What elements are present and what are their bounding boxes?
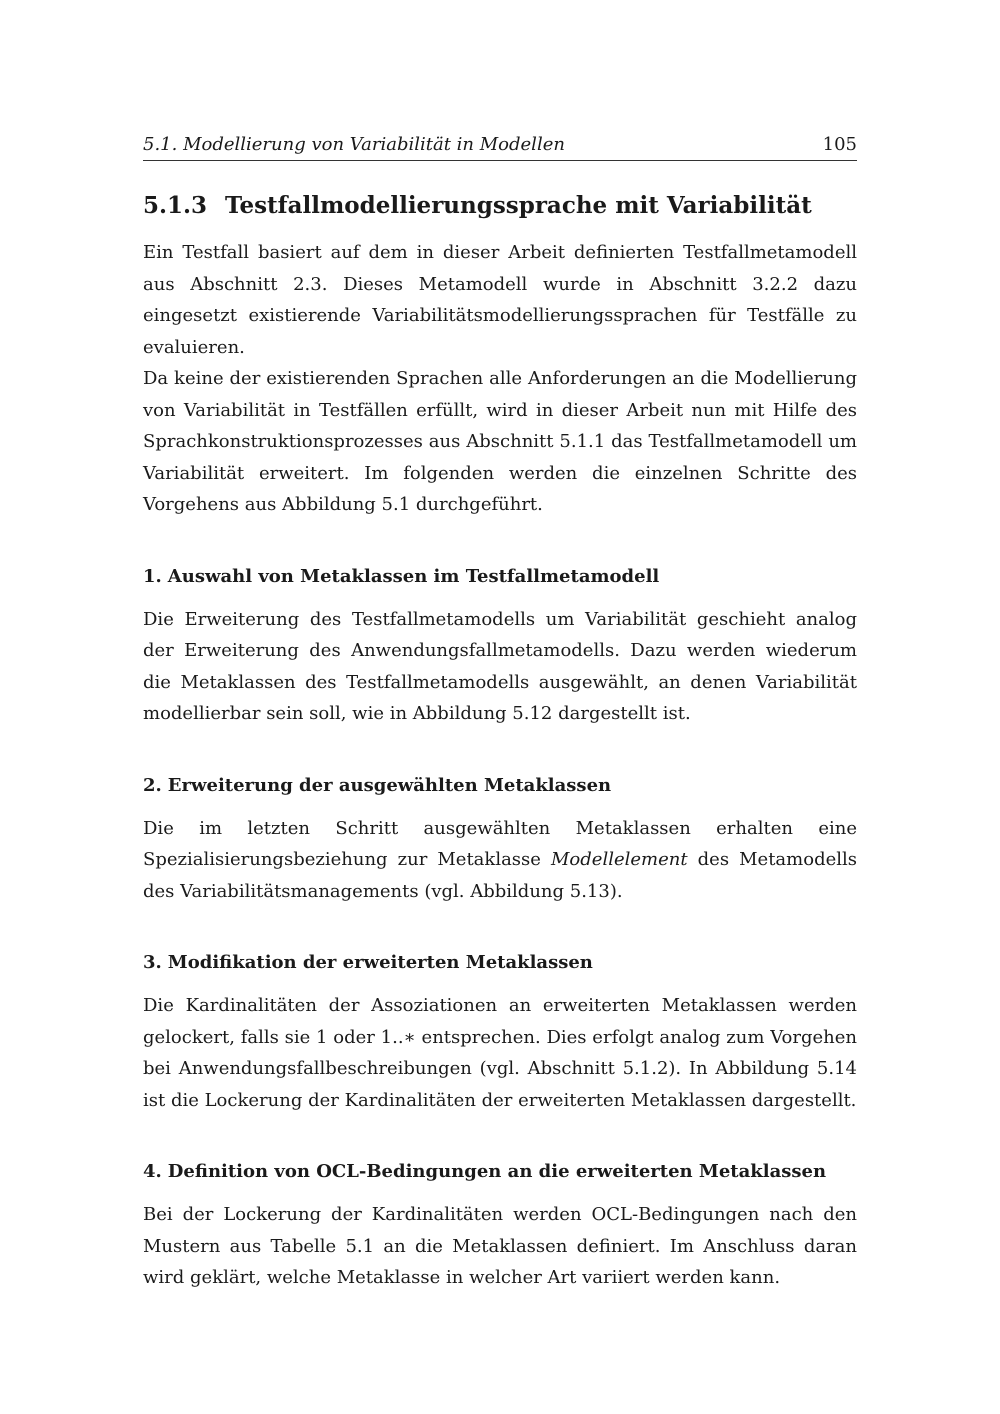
section-heading: [143, 191, 857, 221]
step-2-number: 2.: [143, 774, 162, 796]
intro-paragraph-2: Da keine der existierenden Sprachen alle Anforderungen an die Modellierung von Variabilität in Testfällen erfüllt, wird in dieser Arbeit nun mit Hilfe des Sprachkonstruktionsprozesses aus Abschnitt 5.1.1 das Testfallmetamodell um Variabilität erweitert. Im folgenden werden die einzelnen Schritte des Vorgehens aus Abbildung 5.1 durchgeführt.: [143, 368, 857, 515]
step-3-title: Modifikation der erweiterten Metaklassen: [167, 952, 593, 973]
intro-paragraph-1: Ein Testfall basiert auf dem in dieser Arbeit definierten Testfallmetamodell aus Abschnitt 2.3. Dieses Metamodell wurde in Abschnitt 3.2.2 dazu eingesetzt existierende Variabilitätsmodellierungssprachen für Testfälle zu evaluieren.: [143, 242, 857, 358]
step-1-title: Auswahl von Metaklassen im Testfallmetamodell: [167, 565, 660, 587]
step-1-number: 1.: [143, 565, 162, 587]
step-3-number: 3.: [143, 952, 162, 973]
section-number: 5.1.3: [143, 192, 208, 219]
step-2-text-before: Die im letzten Schritt ausgewählten Metaklassen erhalten eine Spezialisierungsbeziehung zur Metaklasse: [143, 817, 857, 870]
running-header-title: 5.1. Modellierung von Variabilität in Modellen: [143, 134, 565, 155]
step-1-paragraph: Die Erweiterung des Testfallmetamodells um Variabilität geschieht analog der Erweiterung des Anwendungsfallmetamodells. Dazu werden wiederum die Metaklassen des Testfallmetamodells ausgewählt, an denen Variabilität modellierbar sein soll, wie in Abbildung 5.12 dargestellt ist.: [143, 608, 857, 724]
document-page: [143, 132, 857, 1294]
step-3-heading: [143, 950, 857, 976]
step-4-title: Definition von OCL-Bedingungen an die erweiterten Metaklassen: [167, 1161, 827, 1182]
step-2-heading: [143, 773, 857, 799]
step-4-paragraph: Bei der Lockerung der Kardinalitäten werden OCL-Bedingungen nach den Mustern aus Tabelle 5.1 an die Metaklassen definiert. Im Anschluss daran wird geklärt, welche Metaklasse in welcher Art variiert werden kann.: [143, 1204, 857, 1288]
running-header: [143, 132, 857, 161]
step-4-heading: [143, 1159, 857, 1185]
step-4-number: 4.: [143, 1161, 162, 1182]
step-2-title: Erweiterung der ausgewählten Metaklassen: [167, 774, 612, 796]
step-2-text-after: des Metamodells des Variabilitätsmanagements (vgl. Abbildung 5.13).: [143, 849, 857, 902]
section-title: Testfallmodellierungssprache mit Variabilität: [225, 192, 812, 219]
step-2-emphasis: Modellelement: [551, 849, 688, 870]
step-2-paragraph: [143, 813, 857, 908]
page-number: 105: [822, 134, 857, 155]
step-1-heading: [143, 564, 857, 590]
step-3-paragraph: Die Kardinalitäten der Assoziationen an erweiterten Metaklassen werden gelockert, falls sie 1 oder 1..∗ entsprechen. Dies erfolgt analog zum Vorgehen bei Anwendungsfallbeschreibungen (vgl. Abschnitt 5.1.2). In Abbildung 5.14 ist die Lockerung der Kardinalitäten der erweiterten Metaklassen dargestellt.: [143, 995, 857, 1111]
